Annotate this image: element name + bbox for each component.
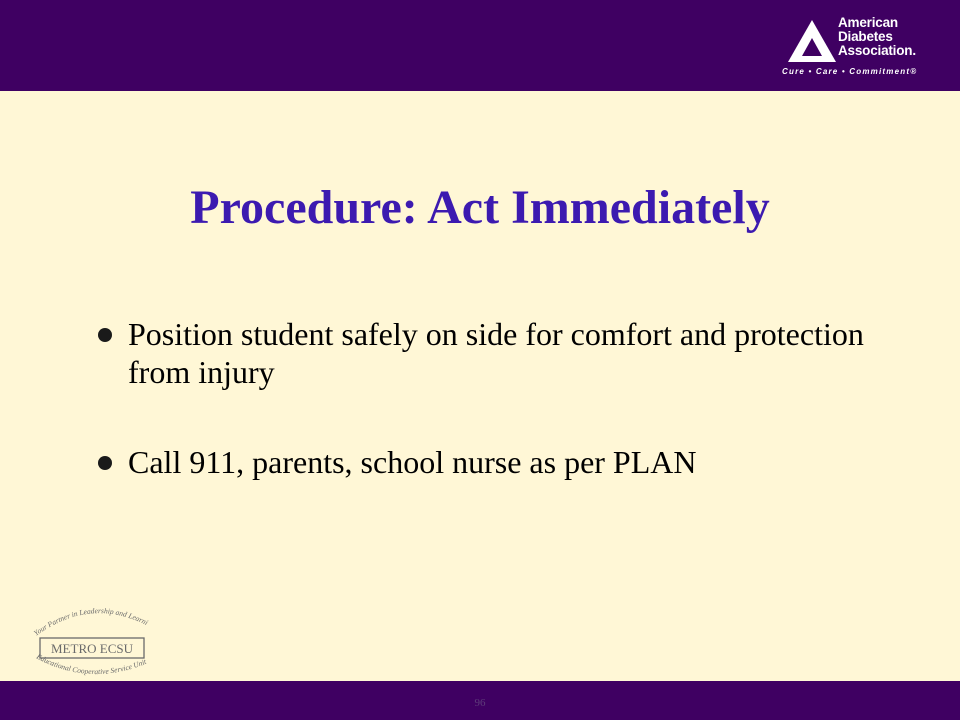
ada-name — [838, 16, 916, 58]
bullet-item — [96, 315, 896, 391]
ada-tagline: Cure • Care • Commitment® — [782, 67, 918, 76]
slide-title: Procedure: Act Immediately — [190, 181, 770, 234]
bullet-list — [96, 315, 896, 533]
ecsu-name: METRO ECSU — [51, 641, 133, 656]
metro-ecsu-logo — [26, 600, 156, 684]
ada-triangle-icon — [786, 18, 838, 64]
bullet-item — [96, 443, 896, 481]
american-diabetes-association-logo — [782, 14, 946, 84]
bullet-text: Position student safely on side for comfort and protection from injury — [128, 316, 864, 390]
svg-text:Your Partner in Leadership and — [26, 600, 150, 638]
bullet-dot-icon — [98, 328, 112, 342]
bullet-dot-icon — [98, 456, 112, 470]
ada-name-line-2: Diabetes — [838, 29, 893, 44]
bullet-text: Call 911, parents, school nurse as per PLAN — [128, 444, 697, 480]
ada-name-line-3: Association. — [838, 43, 916, 58]
page-number: 96 — [474, 697, 486, 709]
ada-name-line-1: American — [838, 15, 898, 30]
ecsu-top-arc-text: Your Partner in Leadership and Learni — [31, 606, 150, 638]
ecsu-bottom-arc-text: Educational Cooperative Service Unit — [35, 651, 148, 677]
